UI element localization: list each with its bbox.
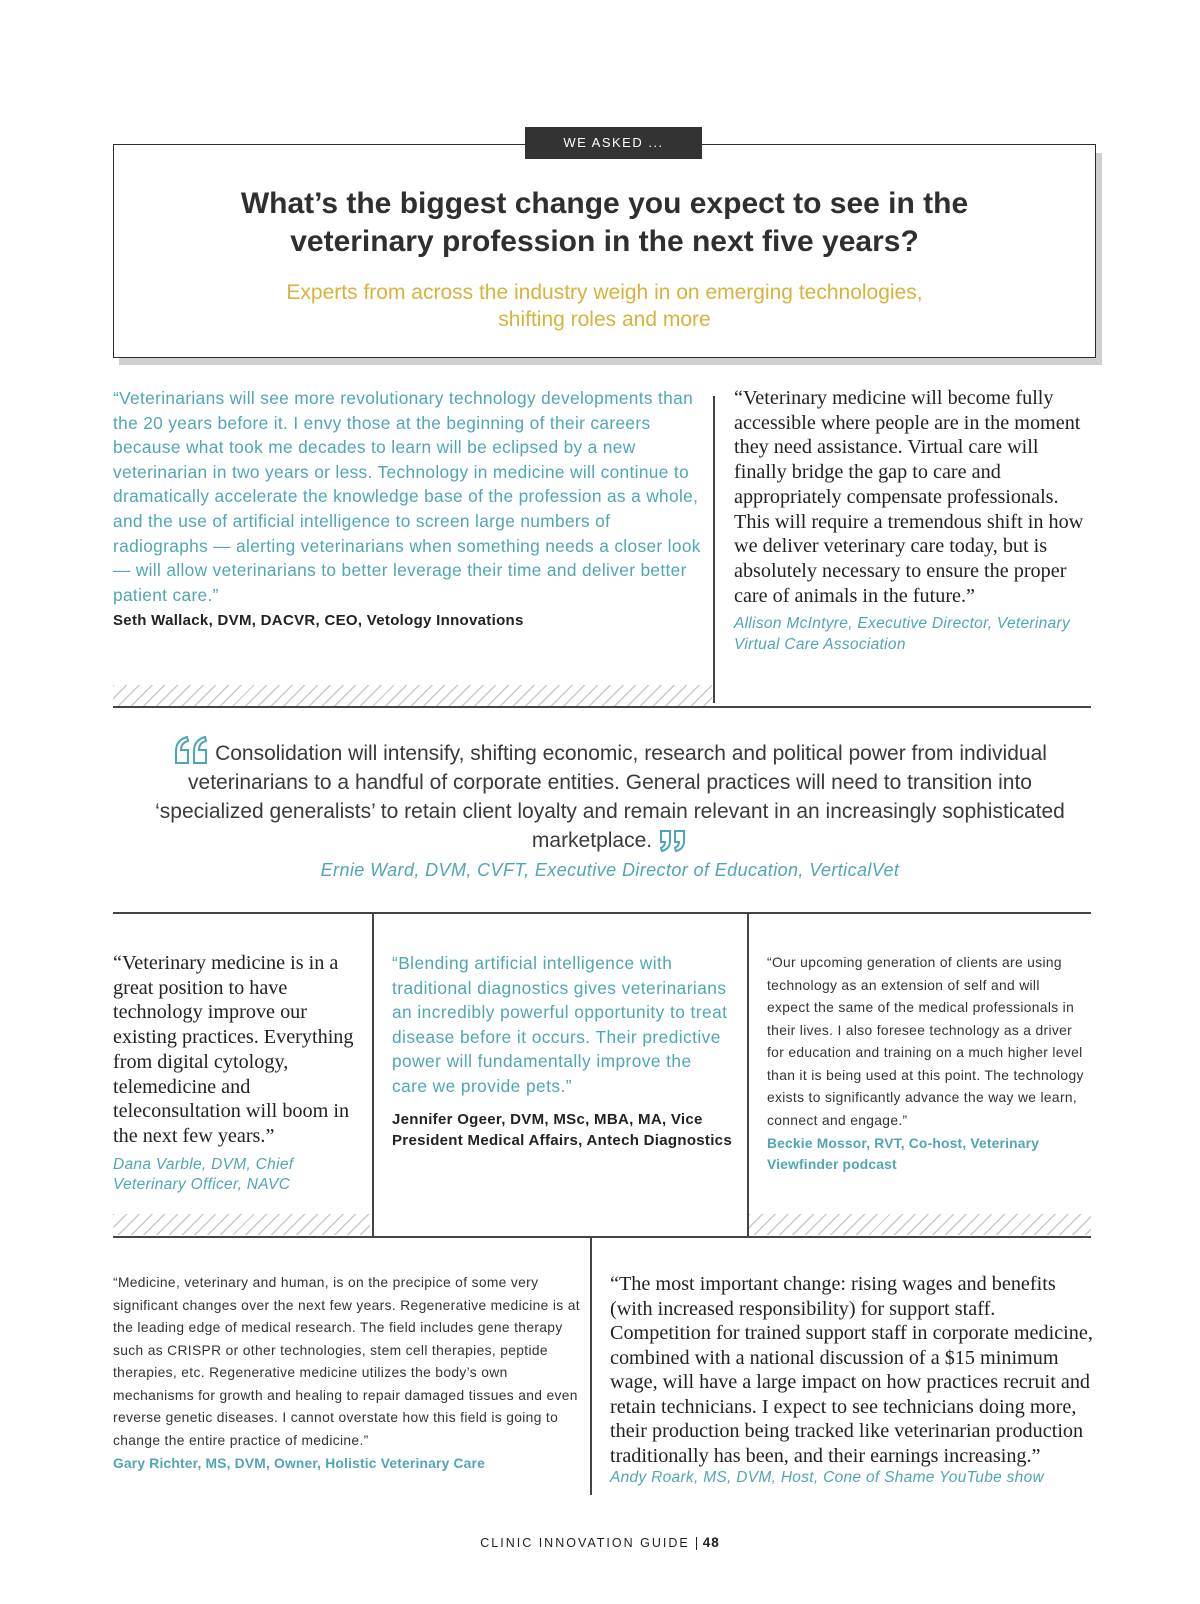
- column-divider: [372, 912, 374, 1237]
- publication-name: CLINIC INNOVATION GUIDE: [480, 1536, 690, 1550]
- quote-text: “Medicine, veterinary and human, is on the precipice of some very significant changes over the next few years. Regenerative medicine is at the leading edge of medical research. The field includes gene therapy such as CRISPR or other technologies, stem cell therapies, peptide therapies, etc. Regenerative medicine utilizes the body’s own mechanisms for growth and healing to repair damaged tissues and even reverse genetic diseases. I cannot overstate how this field is going to change the entire practice of medicine.”: [113, 1275, 580, 1448]
- quote-block-roark: [610, 1272, 1095, 1488]
- footer-separator: [696, 1537, 697, 1550]
- quote-attribution: Allison McIntyre, Executive Director, Veterinary Virtual Care Association: [734, 615, 1070, 653]
- quote-text: “Veterinarians will see more revolutionary technology developments than the 20 years before it. I envy those at the beginning of their careers because what took me decades to learn will be eclipsed by a new veterinarian in two years or less. Technology in medicine will continue to dramatically accelerate the knowledge base of the profession as a whole, and the use of artificial intelligence to screen large numbers of radiographs — alerting veterinarians when something needs a closer look — will allow veterinarians to better leverage their time and deliver better patient care.”: [113, 388, 701, 605]
- section-divider: [113, 1236, 1091, 1238]
- column-divider: [590, 1236, 592, 1495]
- pull-quote-attribution: Ernie Ward, DVM, CVFT, Executive Director of Education, VerticalVet: [320, 860, 900, 880]
- quote-text: “Blending artificial intelligence with traditional diagnostics gives veterinarians an incredibly powerful opportunity to treat disease before it occurs. Their predictive power will fundamentally improve the care we provide pets.”: [392, 953, 728, 1096]
- quote-attribution: Jennifer Ogeer, DVM, MSc, MBA, MA, Vice President Medical Affairs, Antech Diagnostics: [392, 1110, 732, 1149]
- quote-block-ogeer: [392, 951, 732, 1151]
- quote-block-wallack: [113, 386, 705, 632]
- page-subtitle: Experts from across the industry weigh in on emerging technologies, shifting roles and more: [286, 281, 923, 331]
- page-title: What’s the biggest change you expect to see in the veterinary profession in the next five years?: [240, 187, 969, 258]
- quote-attribution: Seth Wallack, DVM, DACVR, CEO, Vetology Innovations: [113, 612, 524, 630]
- column-divider: [747, 912, 749, 1237]
- header-box: [113, 144, 1096, 358]
- quote-attribution: Gary Richter, MS, DVM, Owner, Holistic Veterinary Care: [113, 1456, 485, 1471]
- section-tag: WE ASKED ...: [525, 127, 702, 159]
- quote-attribution: Dana Varble, DVM, Chief Veterinary Officer, NAVC: [113, 1155, 294, 1194]
- quote-block-richter: [113, 1272, 583, 1475]
- hatch-divider: [749, 1214, 1091, 1235]
- quote-block-mcintyre: [734, 386, 1096, 655]
- section-divider: [113, 912, 1091, 914]
- quote-text: “Veterinary medicine is in a great position to have technology improve our existing practices. Everything from digital cytology, telemedicine and teleconsultation will boom in the next few years.”: [113, 952, 354, 1147]
- page-footer: [0, 1535, 1200, 1550]
- quote-attribution: Beckie Mossor, RVT, Co-host, Veterinary Viewfinder podcast: [767, 1136, 1040, 1172]
- open-quote-icon: [173, 735, 211, 765]
- quote-block-varble: [113, 951, 363, 1196]
- quote-block-mossor: [767, 952, 1085, 1175]
- hatch-divider: [113, 685, 712, 706]
- section-divider: [113, 706, 1091, 708]
- quote-text: “Veterinary medicine will become fully accessible where people are in the moment they need assistance. Virtual care will finally bridge the gap to care and appropriately compensate professionals. This will require a tremendous shift in how we deliver veterinary care today, but is absolutely necessary to ensure the proper care of animals in the future.”: [734, 387, 1084, 607]
- pull-quote-text: Consolidation will intensify, shifting economic, research and political power from individual veterinarians to a handful of corporate entities. General practices will need to transition into ‘specialized generalists’ to retain client loyalty and remain relevant in an increasingly sophisticated marketplace.: [155, 742, 1065, 852]
- column-divider: [713, 396, 715, 703]
- quote-text: “The most important change: rising wages and benefits (with increased responsibility) for support staff. Competition for trained support staff in corporate medicine, combined with a national discussion of a $15 minimum wage, will have a large impact on how practices recruit and retain technicians. I expect to see technicians doing more, their production being tracked like veterinarian production traditionally has been, and their earnings increasing.”: [610, 1273, 1093, 1467]
- quote-text: “Our upcoming generation of clients are using technology as an extension of self and will expect the same of the medical professionals in their lives. I also foresee technology as a driver for education and training on a much higher level than it is being used at this point. The technology exists to significantly advance the way we learn, connect and engage.”: [767, 955, 1084, 1128]
- close-quote-icon: [658, 829, 688, 853]
- page-number: 48: [702, 1535, 720, 1550]
- quote-attribution: Andy Roark, MS, DVM, Host, Cone of Shame YouTube show: [610, 1469, 1045, 1486]
- pull-quote: [140, 739, 1080, 855]
- hatch-divider: [113, 1214, 370, 1235]
